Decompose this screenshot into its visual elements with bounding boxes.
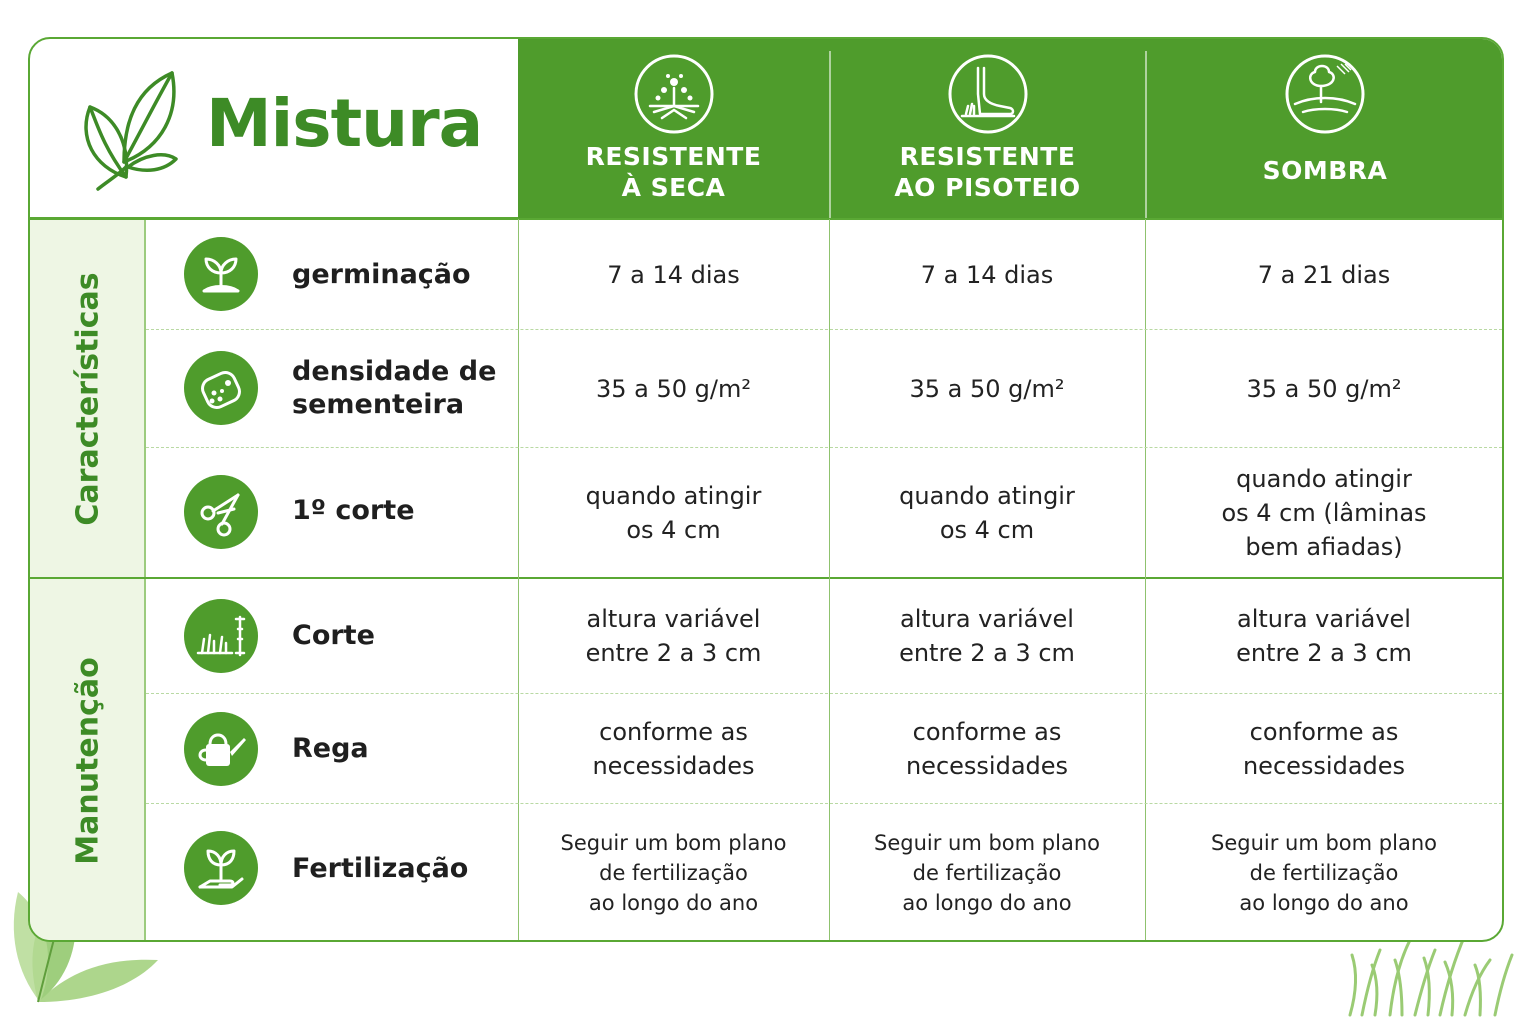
table-cell: quando atingir os 4 cm — [899, 481, 1075, 544]
column-label: SOMBRA — [1262, 156, 1388, 185]
table-cell: 35 a 50 g/m² — [1246, 374, 1402, 403]
column-label: RESISTENTE À SECA — [585, 142, 762, 202]
table-cell: altura variável entre 2 a 3 cm — [899, 605, 1075, 667]
column-header-trampling — [830, 39, 1145, 219]
row-label: germinação — [292, 259, 471, 290]
table-row — [146, 330, 1502, 447]
row-label: Rega — [292, 733, 369, 764]
seedling-soil-icon — [634, 54, 714, 134]
table-cell: 35 a 50 g/m² — [596, 374, 751, 403]
foot-step-icon — [948, 54, 1028, 134]
sprout-icon — [184, 237, 258, 311]
watering-can-icon — [184, 712, 258, 786]
column-header-shade — [1146, 39, 1504, 219]
plant-hand-icon — [184, 831, 258, 905]
table-cell: 7 a 14 dias — [920, 260, 1054, 289]
title-cell — [30, 39, 518, 219]
row-label: Corte — [292, 620, 375, 651]
table-cell: altura variável entre 2 a 3 cm — [1236, 605, 1412, 667]
table-row — [146, 694, 1502, 803]
table-cell: quando atingir os 4 cm (lâminas bem afiadas) — [1221, 464, 1427, 561]
row-label: Fertilização — [292, 853, 469, 884]
section-label: Características — [70, 271, 106, 526]
section-maintenance — [30, 579, 146, 942]
mix-table — [28, 37, 1504, 942]
table-cell: conforme as necessidades — [1242, 717, 1406, 780]
table-cell: conforme as necessidades — [905, 717, 1069, 780]
scissors-icon — [184, 475, 258, 549]
table-cell: Seguir um bom plano de fertilização ao longo do ano — [560, 831, 787, 915]
table-cell: conforme as necessidades — [592, 717, 755, 780]
row-label: densidade de sementeira — [292, 356, 497, 420]
table-cell: 35 a 50 g/m² — [909, 374, 1065, 403]
grass-ruler-icon — [184, 599, 258, 673]
table-row — [146, 448, 1502, 577]
table-row — [146, 804, 1502, 942]
tree-shade-icon — [1285, 54, 1365, 134]
leaf-logo-icon — [64, 67, 184, 193]
table-cell: altura variável entre 2 a 3 cm — [585, 605, 762, 667]
table-row — [146, 579, 1502, 693]
section-label: Manutenção — [70, 656, 106, 865]
page-title: Mistura — [206, 85, 483, 162]
table-cell: 7 a 21 dias — [1257, 260, 1391, 289]
table-cell: Seguir um bom plano de fertilização ao longo do ano — [1211, 831, 1437, 915]
table-cell: 7 a 14 dias — [607, 260, 740, 289]
table-row — [146, 220, 1502, 329]
table-cell: quando atingir os 4 cm — [585, 481, 762, 544]
section-characteristics — [30, 220, 146, 577]
column-label: RESISTENTE AO PISOTEIO — [894, 142, 1081, 202]
column-header-drought — [518, 39, 829, 219]
row-label: 1º corte — [292, 495, 415, 526]
seed-bag-icon — [184, 351, 258, 425]
table-cell: Seguir um bom plano de fertilização ao longo do ano — [874, 831, 1100, 915]
